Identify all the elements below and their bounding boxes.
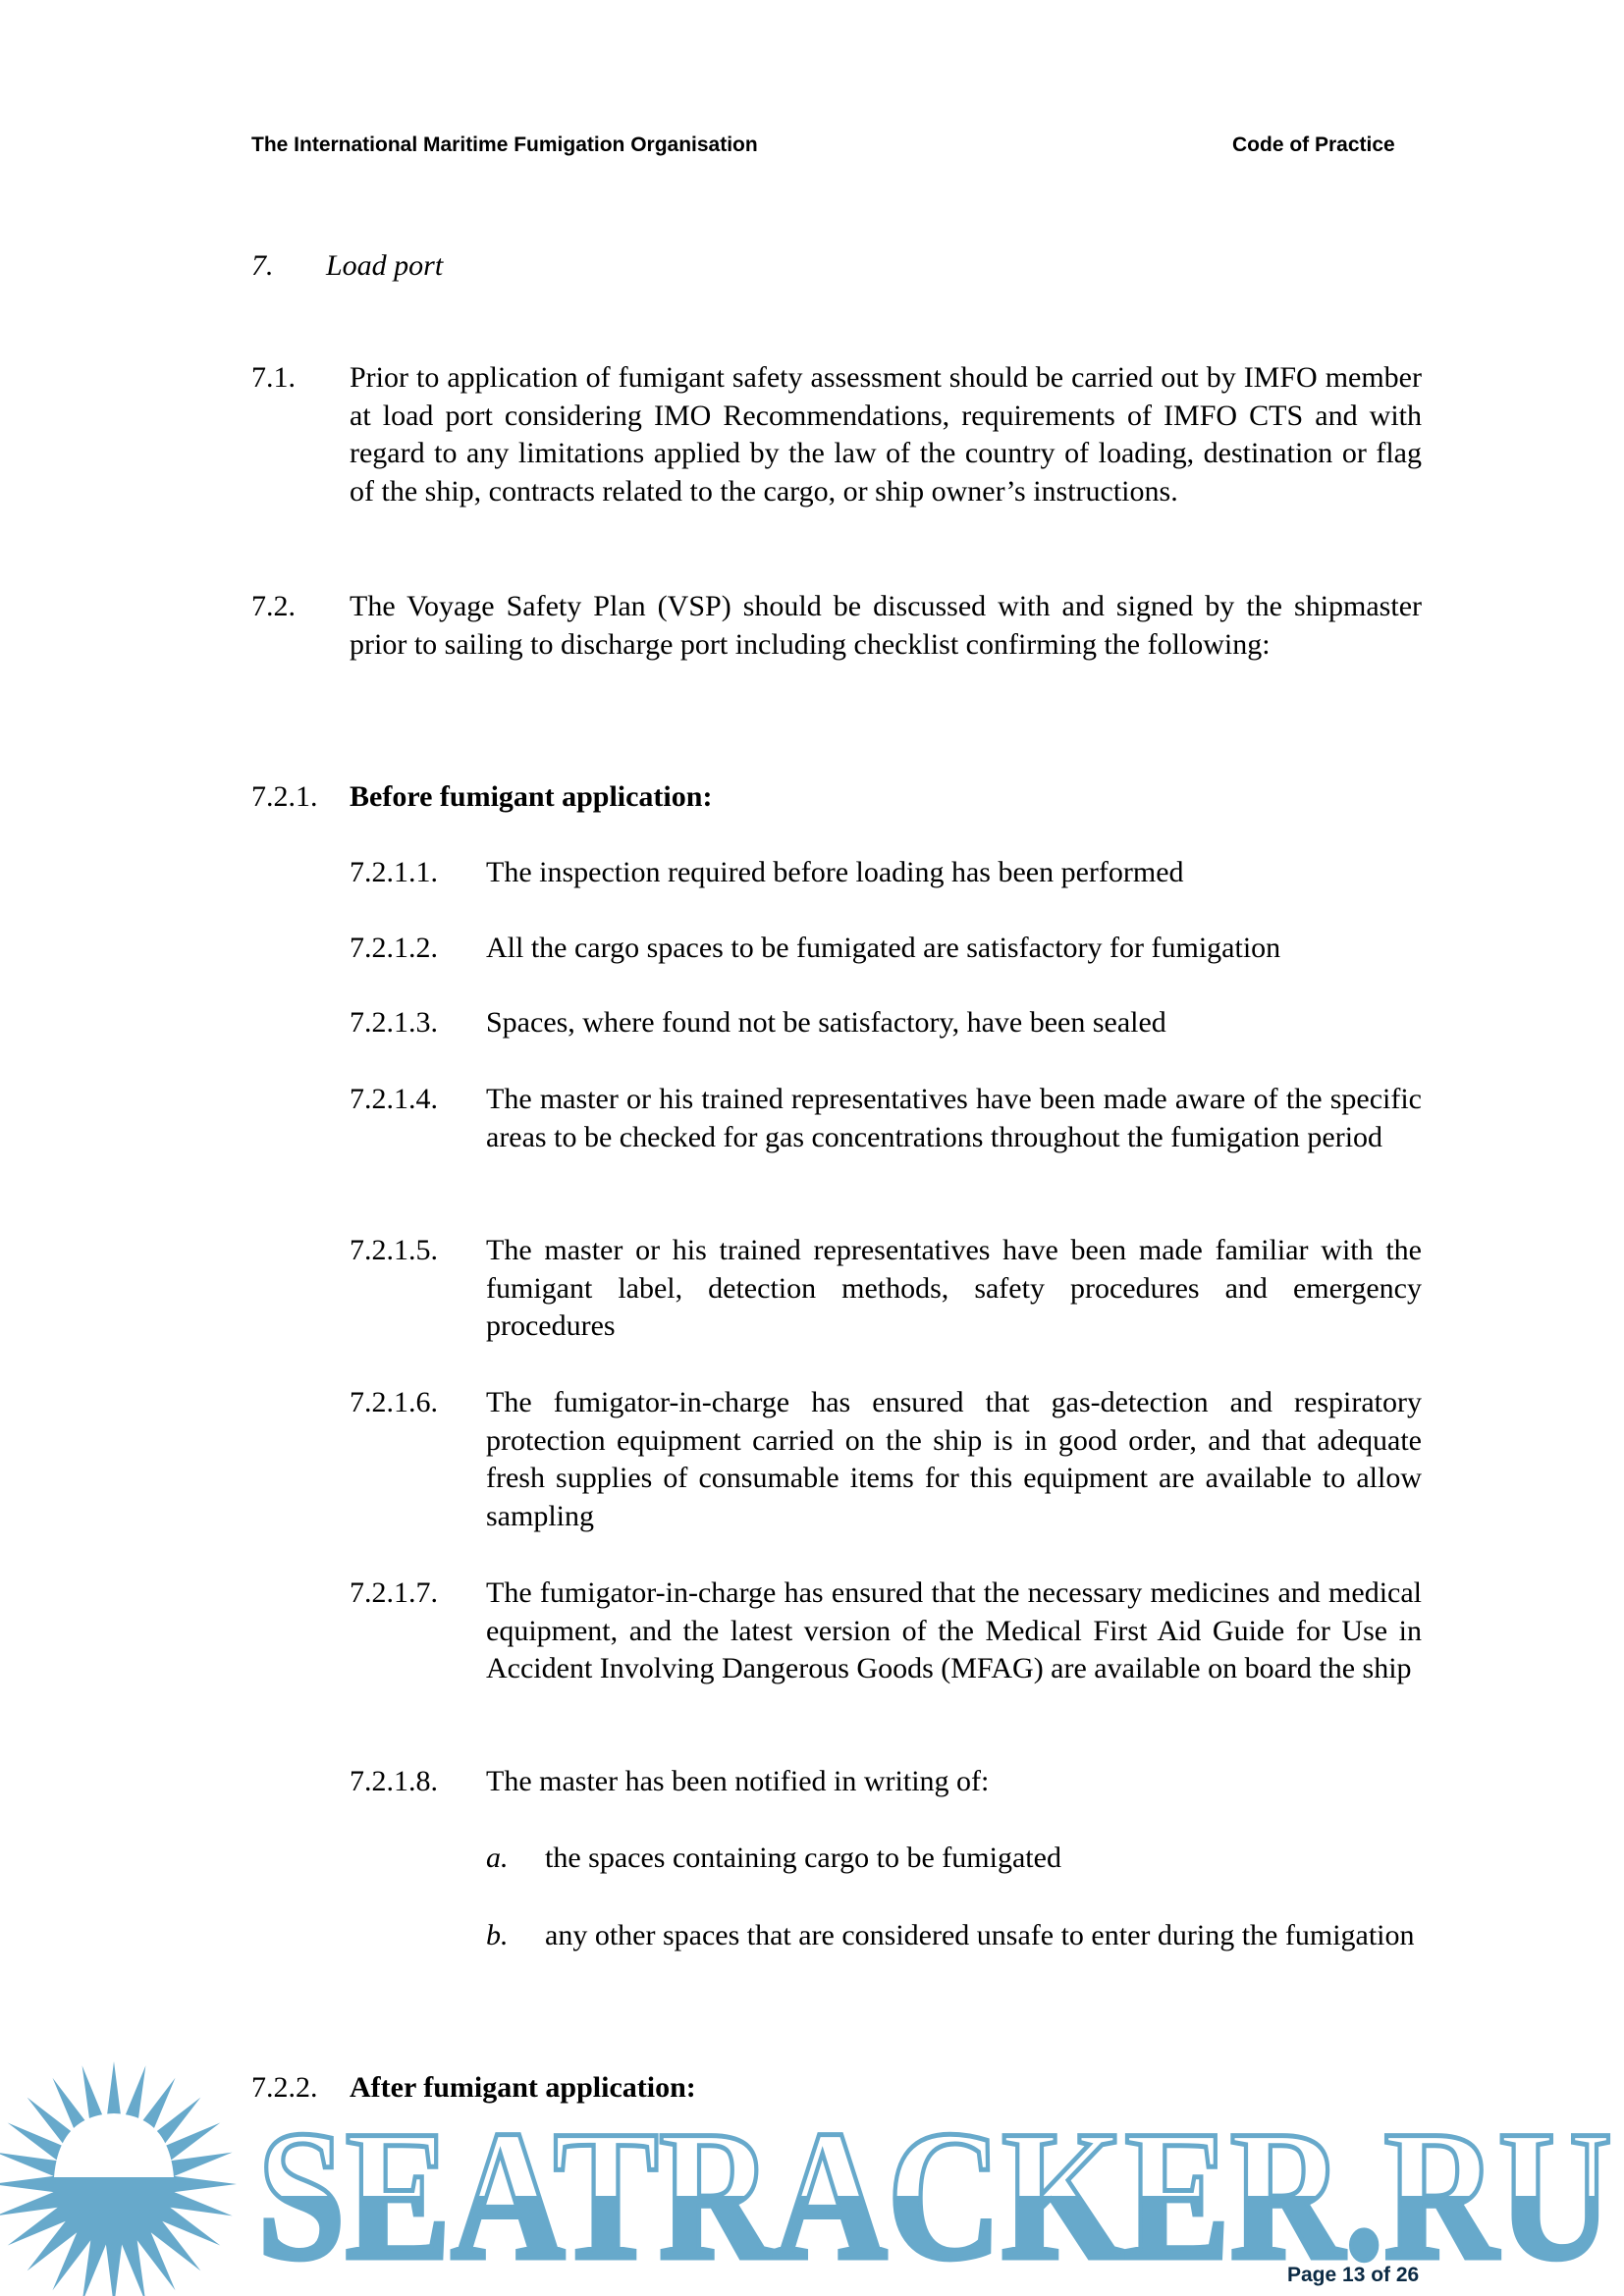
- item-text: The master or his trained representatives have been made aware of the specific areas to be checked for gas concentrations throughout the fumigation period: [486, 1083, 1422, 1153]
- page-number: Page 13 of 26: [1287, 2264, 1420, 2286]
- item-text: Spaces, where found not be satisfactory, have been sealed: [486, 1006, 1166, 1039]
- subsection-title: After fumigant application:: [350, 2071, 696, 2104]
- item-number: 7.2.1.4.: [350, 1083, 438, 1115]
- item-number: 7.2.1.1.: [350, 856, 438, 888]
- header-doc-type: Code of Practice: [1232, 133, 1395, 156]
- item-number: 7.2.1.5.: [350, 1234, 438, 1266]
- item-number: 7.2.1.: [251, 780, 318, 813]
- item-number: 7.2.1.8.: [350, 1765, 438, 1797]
- item-number: 7.2.1.2.: [350, 932, 438, 964]
- header-org: The International Maritime Fumigation Organisation: [251, 133, 758, 156]
- item-text: The inspection required before loading has been performed: [486, 856, 1184, 888]
- item-number: 7.1.: [251, 361, 296, 394]
- item-number: 7.2.2.: [251, 2071, 318, 2104]
- item-text: The master has been notified in writing of:: [486, 1765, 990, 1797]
- item-letter: b.: [486, 1919, 509, 1951]
- item-text: The master or his trained representatives have been made familiar with the fumigant label, detection methods, safety procedures and emergency procedures: [486, 1234, 1422, 1343]
- item-number: 7.2.: [251, 590, 296, 622]
- item-text: The Voyage Safety Plan (VSP) should be discussed with and signed by the shipmaster prior to sailing to discharge port including checklist confirming the following:: [350, 590, 1422, 661]
- item-text: Prior to application of fumigant safety assessment should be carried out by IMFO member at load port considering IMO Recommendations, requirements of IMFO CTS and with regard to any limitations applied by the law of the country of loading, destination or flag of the ship, contracts related to the cargo, or ship owner’s instructions.: [350, 361, 1422, 507]
- item-text: The fumigator-in-charge has ensured that the necessary medicines and medical equipment, and the latest version of the Medical First Aid Guide for Use in Accident Involving Dangerous Goods (MFAG) are available on board the ship: [486, 1576, 1422, 1685]
- watermark-logo: [0, 2061, 1624, 2296]
- item-text: All the cargo spaces to be fumigated are satisfactory for fumigation: [486, 932, 1281, 964]
- item-number: 7.2.1.3.: [350, 1006, 438, 1039]
- section-number: 7.: [251, 249, 274, 282]
- item-number: 7.2.1.6.: [350, 1386, 438, 1418]
- item-letter: a.: [486, 1842, 509, 1874]
- sun-icon: [0, 2061, 237, 2296]
- item-text: any other spaces that are considered unsafe to enter during the fumigation: [545, 1919, 1415, 1951]
- item-text: the spaces containing cargo to be fumigated: [545, 1842, 1061, 1874]
- item-text: The fumigator-in-charge has ensured that gas-detection and respiratory protection equipment carried on the ship is in good order, and that adequate fresh supplies of consumable items for this equipment are available to allow sampling: [486, 1386, 1422, 1532]
- item-number: 7.2.1.7.: [350, 1576, 438, 1609]
- section-title: Load port: [326, 249, 444, 282]
- subsection-title: Before fumigant application:: [350, 780, 713, 813]
- watermark-text: SEATRACKER.RU: [257, 2093, 1612, 2296]
